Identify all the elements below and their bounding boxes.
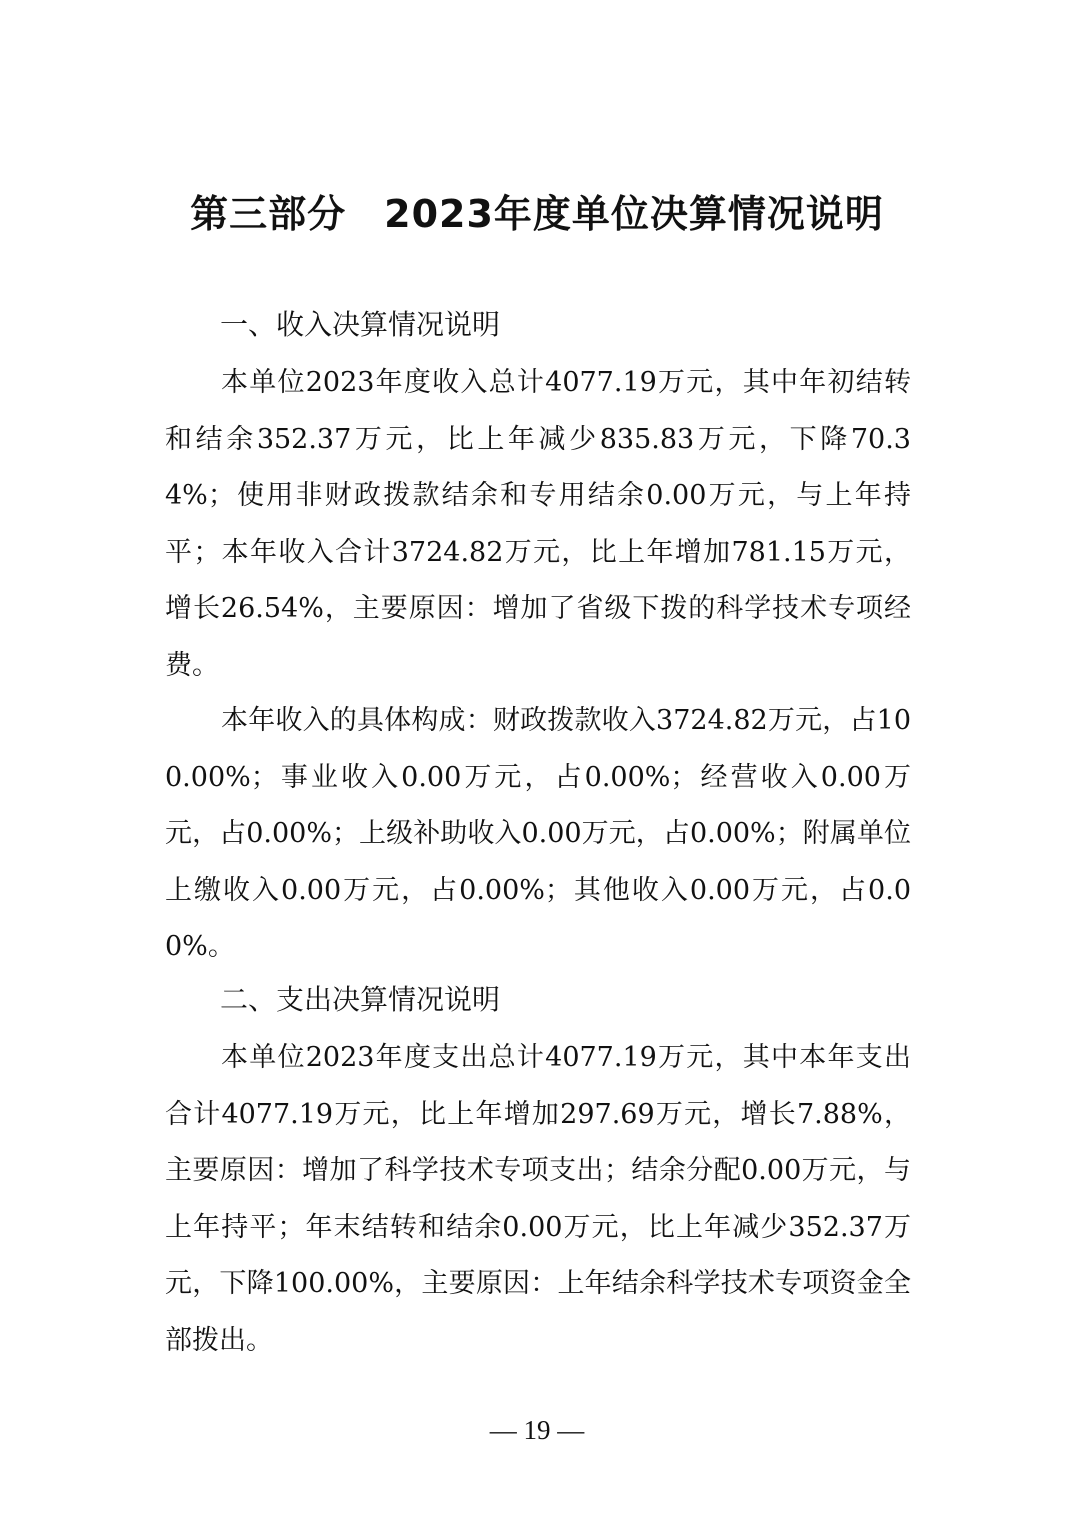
section-heading-expenditure: 二、支出决算情况说明 xyxy=(220,983,501,1016)
title-main: 2023年度单位决算情况说明 xyxy=(384,192,884,236)
page-title xyxy=(0,186,1074,242)
title-part: 第三部分 xyxy=(190,192,347,236)
paragraph-expenditure-summary: 本单位2023年度支出总计4077.19万元，其中本年支出合计4077.19万元，比上年增加297.69万元，增长7.88%，主要原因：增加了科学技术专项支出；结余分配0.00万元，与上年持平；年末结转和结余0.00万元，比上年减少352.37万元，下降100.00%，主要原因：上年结余科学技术专项资金全部拨出。 xyxy=(165,1042,911,1356)
paragraph-income-summary: 本单位2023年度收入总计4077.19万元，其中年初结转和结余352.37万元，比上年减少835.83万元，下降70.34%；使用非财政拨款结余和专用结余0.00万元，与上年持平；本年收入合计3724.82万元，比上年增加781.15万元，增长26.54%，主要原因：增加了省级下拨的科学技术专项经费。 xyxy=(165,367,911,681)
paragraph-income-composition: 本年收入的具体构成：财政拨款收入3724.82万元，占100.00%；事业收入0.00万元，占0.00%；经营收入0.00万元，占0.00%；上级补助收入0.00万元，占0.00%；附属单位上缴收入0.00万元，占0.00%；其他收入0.00万元，占0.00%。 xyxy=(165,705,911,962)
page-number: — 19 — xyxy=(489,1415,585,1445)
section-heading-income: 一、收入决算情况说明 xyxy=(220,308,501,341)
